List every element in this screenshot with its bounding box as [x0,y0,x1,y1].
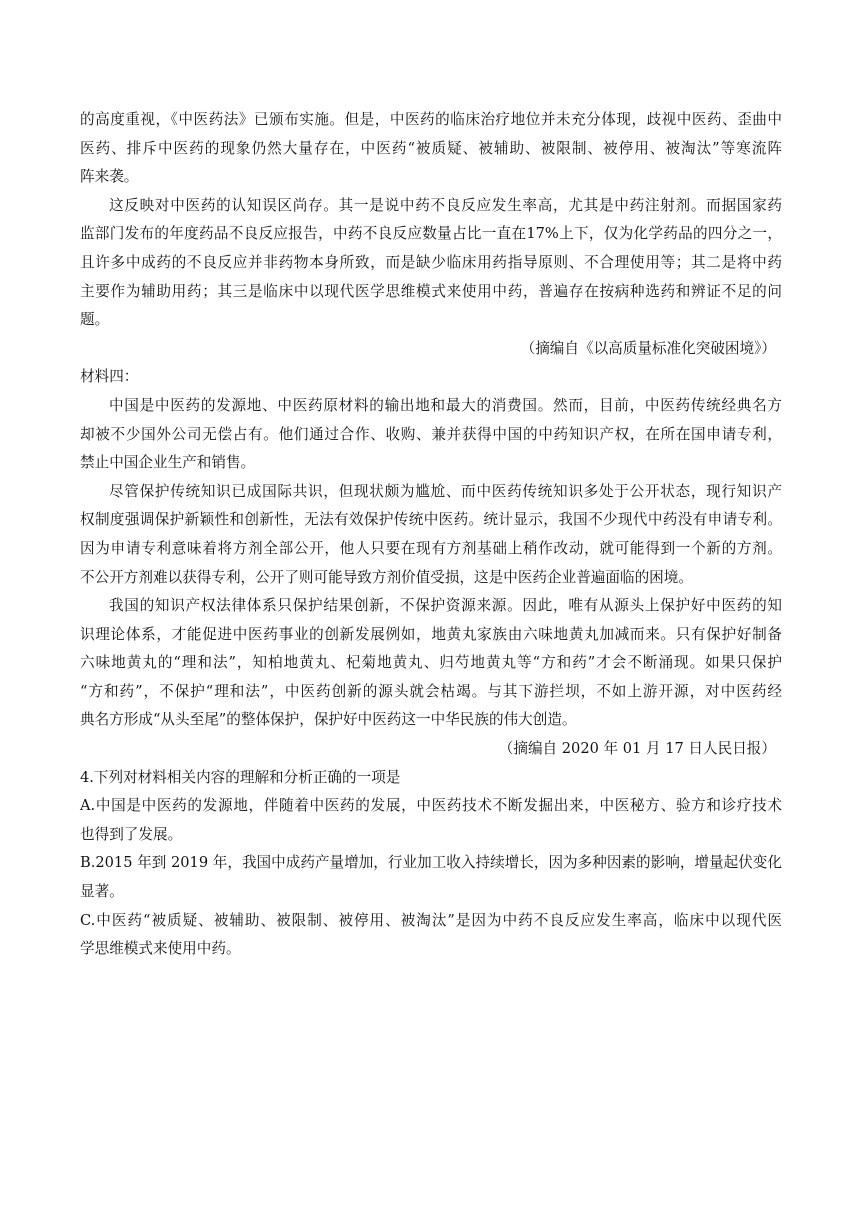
paragraph-misconceptions [80,192,782,335]
text-line: 典名方形成“从头至尾”的整体保护，保护好中医药这一中华民族的伟大创造。 [80,711,577,729]
source-citation-4: （摘编自 2020 年 01 月 17 日人民日报） [498,740,776,758]
option-b-line: 显著。 [80,883,124,901]
option-a-line: 也得到了发展。 [80,825,183,843]
paragraph-origin [80,392,782,478]
option-c-line: C.中医药“被质疑、被辅助、被限制、被停用、被淘汰”是因为中药不良反应发生率高，临床中以现代医 [80,911,782,929]
question-stem: 4.下列对材料相关内容的理解和分析正确的一项是 [80,768,401,786]
text-line: 这反映对中医药的认知误区尚存。其一是说中药不良反应发生率高，尤其是中药注射剂。而据国家药 [109,196,782,214]
question-4 [80,764,782,964]
text-line: 我国的知识产权法律体系只保护结果创新，不保护资源来源。因此，唯有从源头上保护好中医药的知 [109,597,782,615]
text-line: 医药、排斥中医药的现象仍然大量存在，中医药“被质疑、被辅助、被限制、被停用、被淘汰”等寒流阵 [80,139,782,157]
paragraph-protection [80,478,782,592]
document-page [80,106,782,964]
option-a-line: A.中国是中医药的发源地，伴随着中医药的发展，中医药技术不断发掘出来，中医秘方、验方和诊疗技术 [80,797,782,815]
text-line: 权制度强调保护新颖性和创新性，无法有效保护传统中医药。统计显示，我国不少现代中药没有申请专利。 [80,511,782,529]
material-4-heading: 材料四： [80,368,139,386]
text-line: 因为申请专利意味着将方剂全部公开，他人只要在现有方剂基础上稍作改动，就可能得到一个新的方剂。 [80,539,782,557]
text-line: 识理论体系，才能促进中医药事业的创新发展例如，地黄丸家族由六味地黄丸加减而来。只有保护好制备 [80,625,782,643]
paragraph-ip-law [80,592,782,735]
text-line: 监部门发布的年度药品不良反应报告，中药不良反应数量占比一直在17%上下，仅为化学药品的四分之一， [80,225,782,243]
text-line: 的高度重视，《中医药法》已颁布实施。但是，中医药的临床治疗地位并未充分体现，歧视中医药、歪曲中 [80,111,782,128]
source-citation-3: （摘编自《以高质量标准化突破困境》） [520,339,776,357]
text-line: 且许多中成药的不良反应并非药物本身所致，而是缺少临床用药指导原则、不合理使用等；其二是将中药 [80,253,782,271]
text-line: 主要作为辅助用药；其三是临床中以现代医学思维模式来使用中药，普遍存在按病种选药和辨证不足的问 [80,282,782,300]
text-line: “方和药”，不保护“理和法”，中医药创新的源头就会枯竭。与其下游拦坝，不如上游开源，对中医药经 [80,682,782,700]
paragraph-continuation [80,106,782,192]
text-line: 阵来袭。 [80,168,139,186]
text-line: 尽管保护传统知识已成国际共识，但现状颇为尴尬、而中医药传统知识多处于公开状态，现行知识产 [109,482,782,500]
text-line: 却被不少国外公司无偿占有。他们通过合作、收购、兼并获得中国的中药知识产权，在所在国申请专利， [80,425,782,443]
text-line: 题。 [80,311,110,329]
text-line: 不公开方剂难以获得专利，公开了则可能导致方剂价值受损，这是中医药企业普遍面临的困境。 [80,568,693,586]
option-c-line: 学思维模式来使用中药。 [80,940,241,958]
text-line: 禁止中国企业生产和销售。 [80,454,256,472]
text-line: 六味地黄丸的“理和法”，知柏地黄丸、杞菊地黄丸、归芍地黄丸等“方和药”才会不断涌现。如果只保护 [80,654,782,672]
text-line: 中国是中医药的发源地、中医药原材料的输出地和最大的消费国。然而，目前，中医药传统经典名方 [109,396,782,414]
option-b-line: B.2015 年到 2019 年，我国中成药产量增加，行业加工收入持续增长，因为多种因素的影响，增量起伏变化 [80,854,782,872]
